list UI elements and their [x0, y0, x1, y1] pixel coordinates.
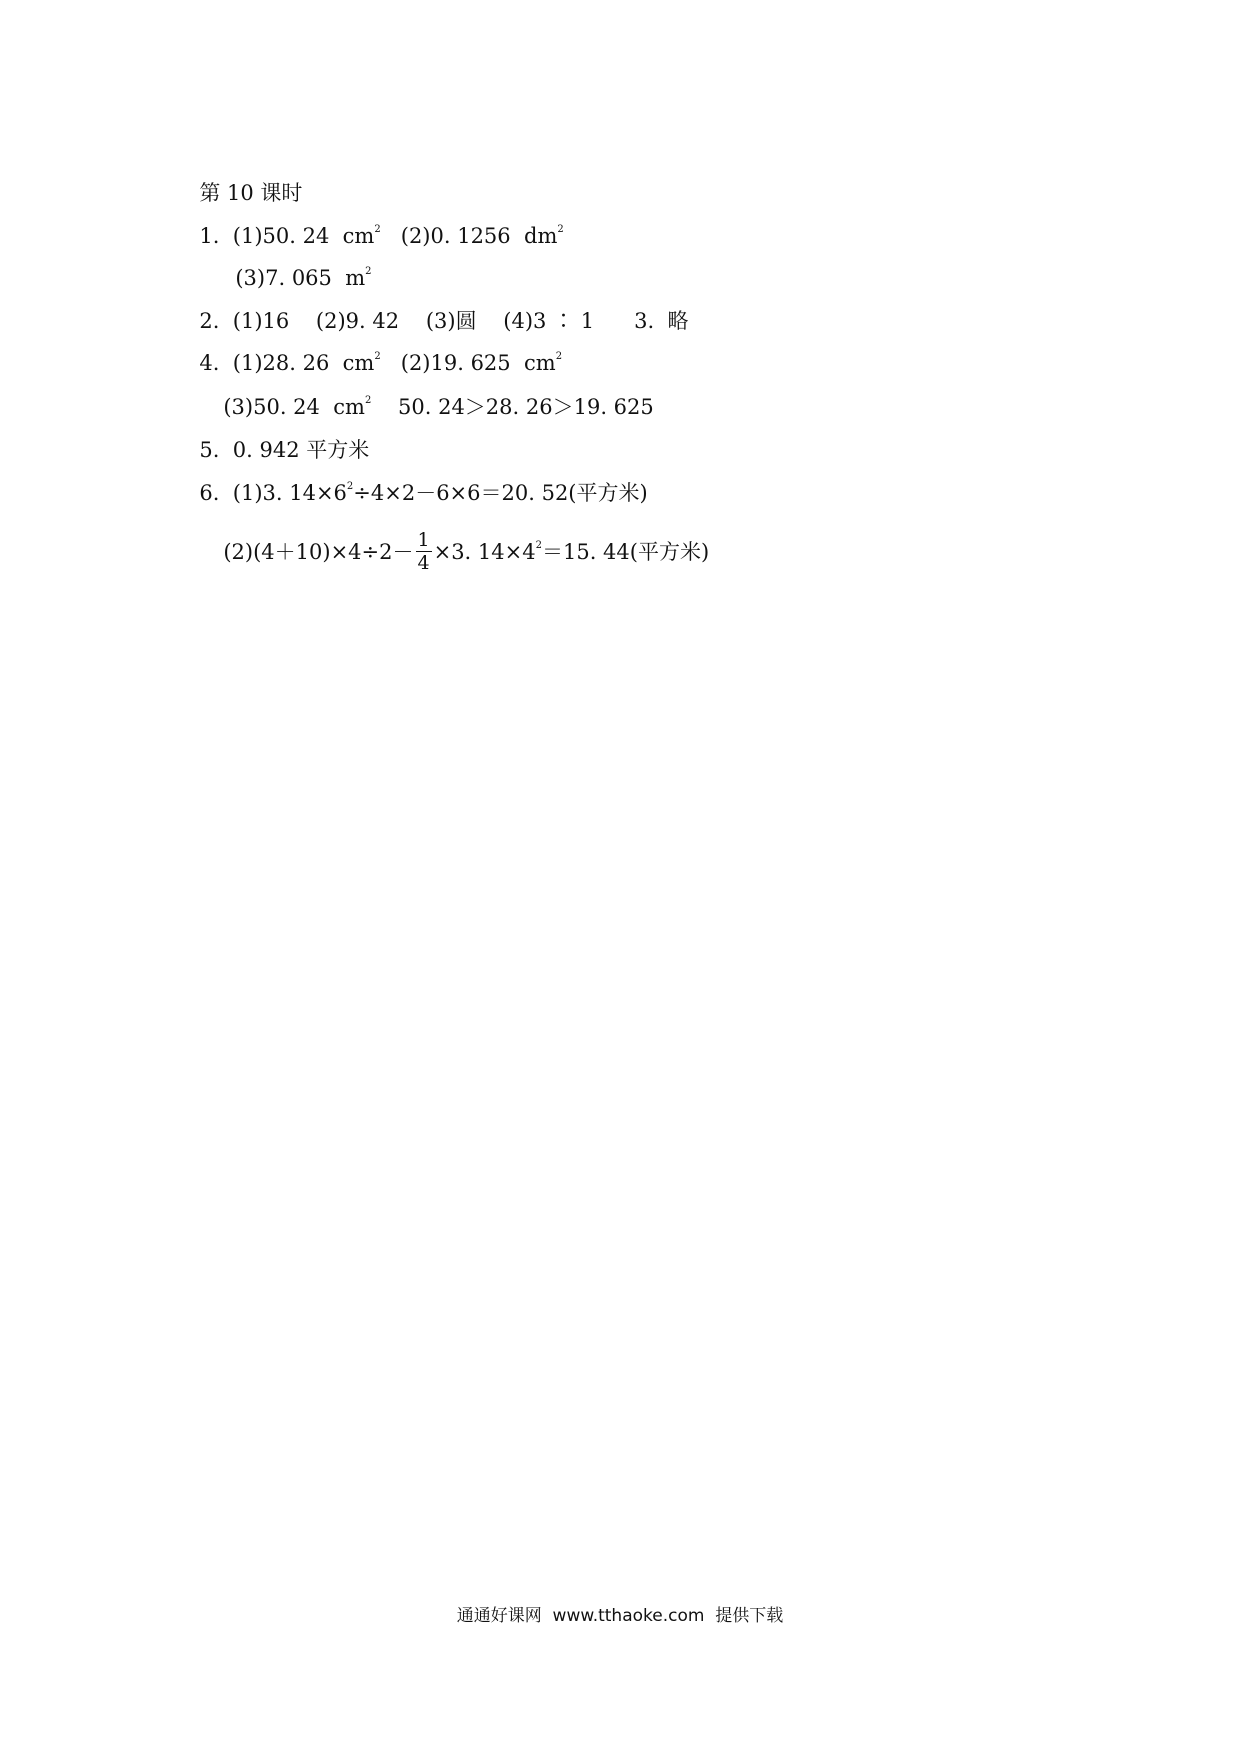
answer-6-part-1-exponent: 2 [346, 481, 354, 492]
answer-4-part-2: (2)19. 625 cm [400, 351, 556, 375]
answer-4-part-1: (1)28. 26 cm [232, 351, 375, 375]
answer-1-part-2: (2)0. 1256 dm [400, 224, 558, 248]
answer-1-number: 1. [199, 224, 220, 248]
answer-4-part-2-exponent: 2 [555, 351, 563, 362]
answer-6-part-1b: ÷4×2－6×6＝20. 52(平方米) [353, 481, 648, 505]
fraction-numerator: 1 [417, 529, 430, 551]
answer-4-number: 4. [199, 351, 220, 375]
answer-1-part-1-exponent: 2 [374, 224, 381, 235]
answer-6-part-2c: ＝15. 44(平方米) [541, 540, 710, 564]
answer-4-part-1-exponent: 2 [374, 351, 381, 362]
answer-1-part-3-exponent: 2 [365, 266, 372, 277]
answer-5-number: 5. [199, 438, 220, 462]
answer-6-part-1a: (1)3. 14×6 [232, 481, 347, 505]
answer-6-part-2-exponent: 2 [535, 540, 542, 551]
answer-1-part-1: (1)50. 24 cm [232, 224, 375, 248]
answer-2-text: (1)16 (2)9. 42 (3)圆 (4)3 ∶ 1 3. 略 [232, 309, 689, 333]
answer-6-line-2 [210, 501, 709, 576]
answer-1-part-2-exponent: 2 [557, 224, 564, 235]
answer-2-number: 2. [199, 309, 220, 333]
answer-4-part-3-exponent: 2 [364, 395, 372, 406]
answer-4-part-3: (3)50. 24 cm [223, 395, 365, 419]
answer-6-line-1 [186, 448, 648, 508]
answer-1-part-3: (3)7. 065 m [235, 266, 366, 290]
footer-credit: 通通好课网 www.tthaoke.com 提供下载 [456, 1606, 784, 1626]
lesson-heading-text: 第 10 课时 [199, 181, 303, 205]
answer-5-text: 0. 942 平方米 [232, 438, 370, 462]
answer-6-part-2b: ×3. 14×4 [433, 540, 536, 564]
fraction-denominator: 4 [417, 552, 430, 574]
answer-4-comparison: 50. 24＞28. 26＞19. 625 [398, 395, 654, 419]
answer-6-part-2a: (2)(4＋10)×4÷2－ [223, 540, 414, 564]
answer-6-number: 6. [199, 481, 220, 505]
fraction [416, 529, 432, 574]
